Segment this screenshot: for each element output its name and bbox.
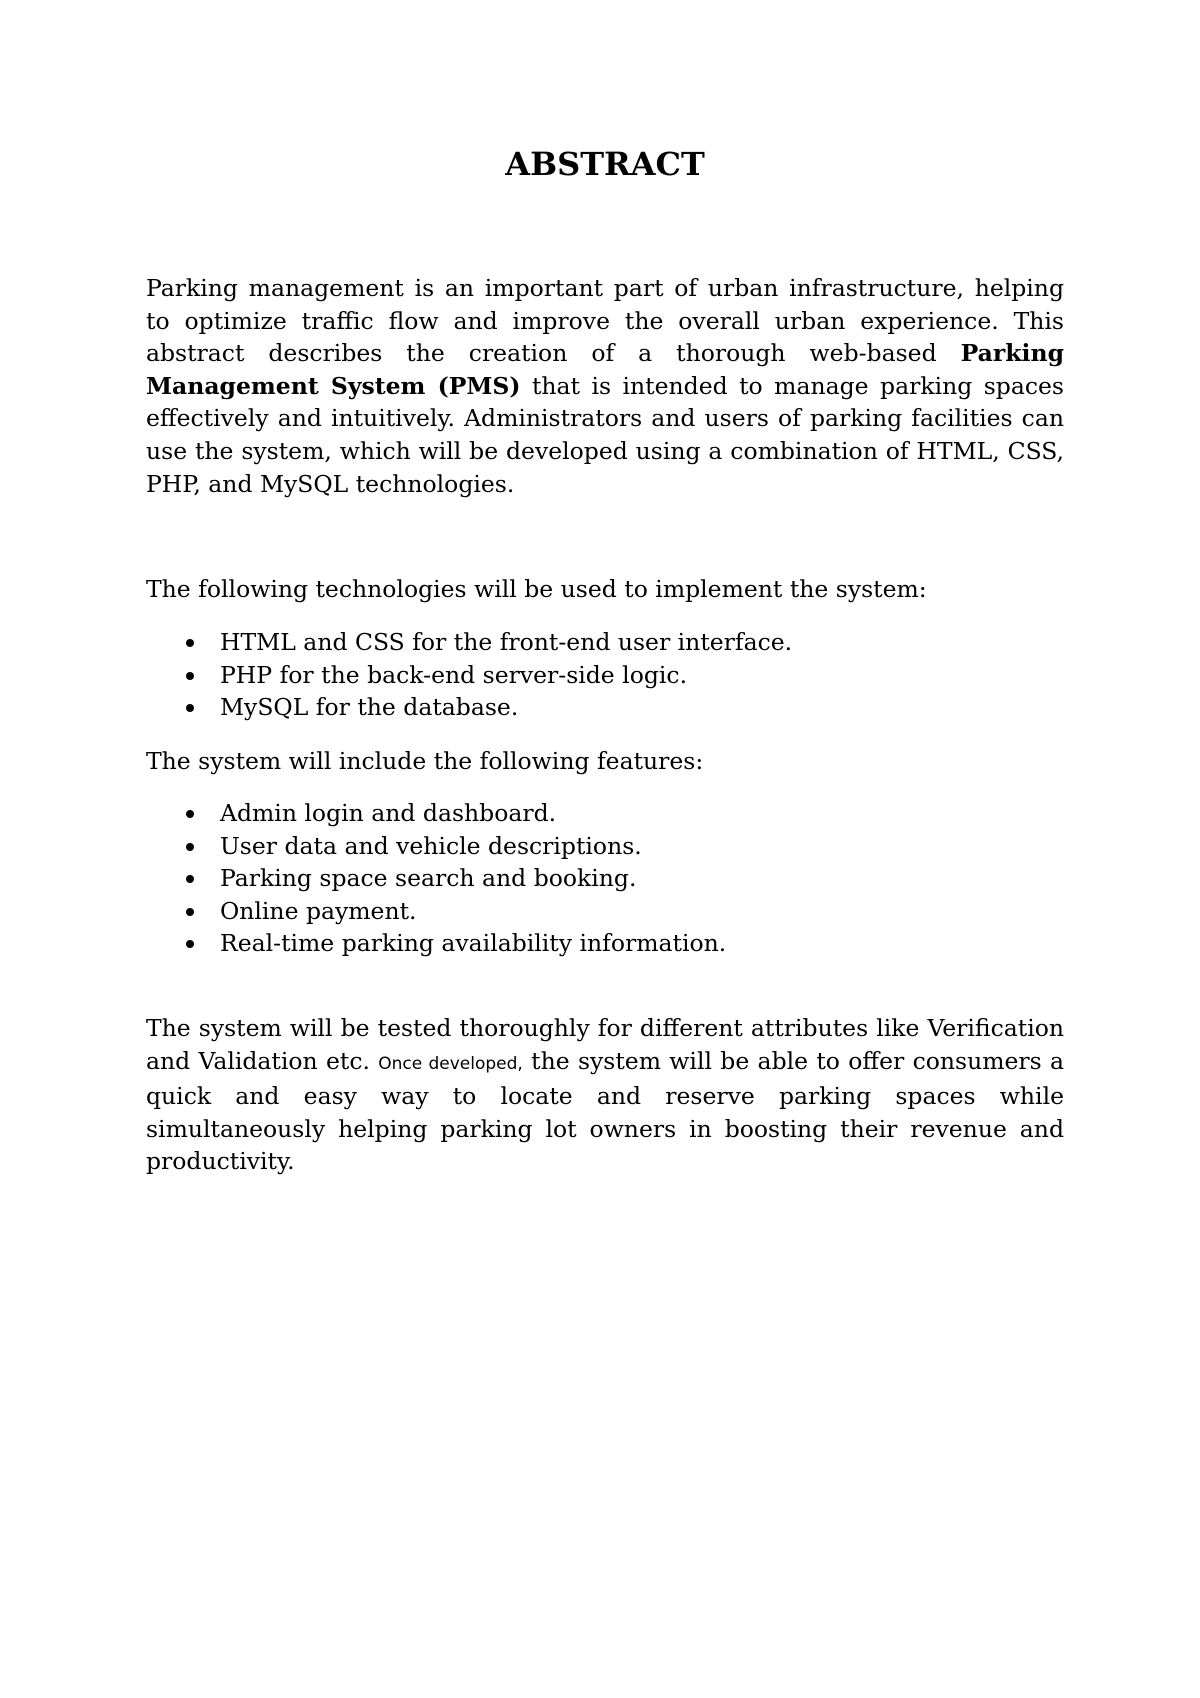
bullet-icon — [186, 704, 194, 712]
list-item-text: Online payment. — [220, 896, 417, 925]
bullet-icon — [186, 940, 194, 948]
list-item — [146, 895, 1064, 928]
list-item — [146, 797, 1064, 830]
list-item — [146, 626, 1064, 659]
bullet-icon — [186, 810, 194, 818]
technologies-intro: The following technologies will be used to implement the system: — [146, 575, 927, 603]
bullet-icon — [186, 672, 194, 680]
bullet-icon — [186, 639, 194, 647]
page-title: ABSTRACT — [505, 145, 705, 183]
list-item-text: User data and vehicle descriptions. — [220, 831, 642, 860]
once-developed-text: Once developed, — [378, 1053, 523, 1074]
intro-text-start: Parking management is an important part of urban infrastructure, helping to optimize traffic flow and improve the overall urban experience. This abstract describes the creation of a thorough web-based — [146, 274, 1064, 368]
list-item-text: Real-time parking availability information. — [220, 929, 727, 958]
list-item — [146, 862, 1064, 895]
bullet-icon — [186, 908, 194, 916]
pms-name-bold: Parking Management System (PMS) — [146, 339, 1064, 400]
list-item-text: Admin login and dashboard. — [220, 799, 557, 827]
features-intro: The system will include the following features: — [146, 747, 704, 775]
closing-text-start: The system will be tested thoroughly for different attributes like Verification and Validation etc. — [146, 1014, 1064, 1075]
technologies-list — [146, 626, 1064, 724]
list-item — [146, 927, 1064, 960]
intro-text-end: that is intended to manage parking spaces effectively and intuitively. Administrators and users of parking facilities can use the system, which will be developed using a combination of HTML, CSS, PHP, and MySQL technologies. — [146, 371, 1064, 498]
list-item-text: MySQL for the database. — [220, 693, 519, 722]
list-item — [146, 830, 1064, 863]
list-item-text: Parking space search and booking. — [220, 864, 637, 893]
closing-text-end: the system will be able to offer consumers a quick and easy way to locate and reserve parking spaces while simultaneously helping parking lot owners in boosting their revenue and productivity. — [146, 1046, 1065, 1176]
list-item — [146, 691, 1064, 724]
list-item — [146, 659, 1064, 692]
document-page — [146, 0, 1064, 1698]
closing-paragraph — [146, 1012, 1064, 1178]
bullet-icon — [186, 843, 194, 851]
intro-paragraph — [146, 272, 1064, 500]
features-list — [146, 797, 1064, 960]
list-item-text: PHP for the back-end server-side logic. — [220, 660, 688, 689]
bullet-icon — [186, 875, 194, 883]
list-item-text: HTML and CSS for the front-end user interface. — [220, 628, 793, 656]
